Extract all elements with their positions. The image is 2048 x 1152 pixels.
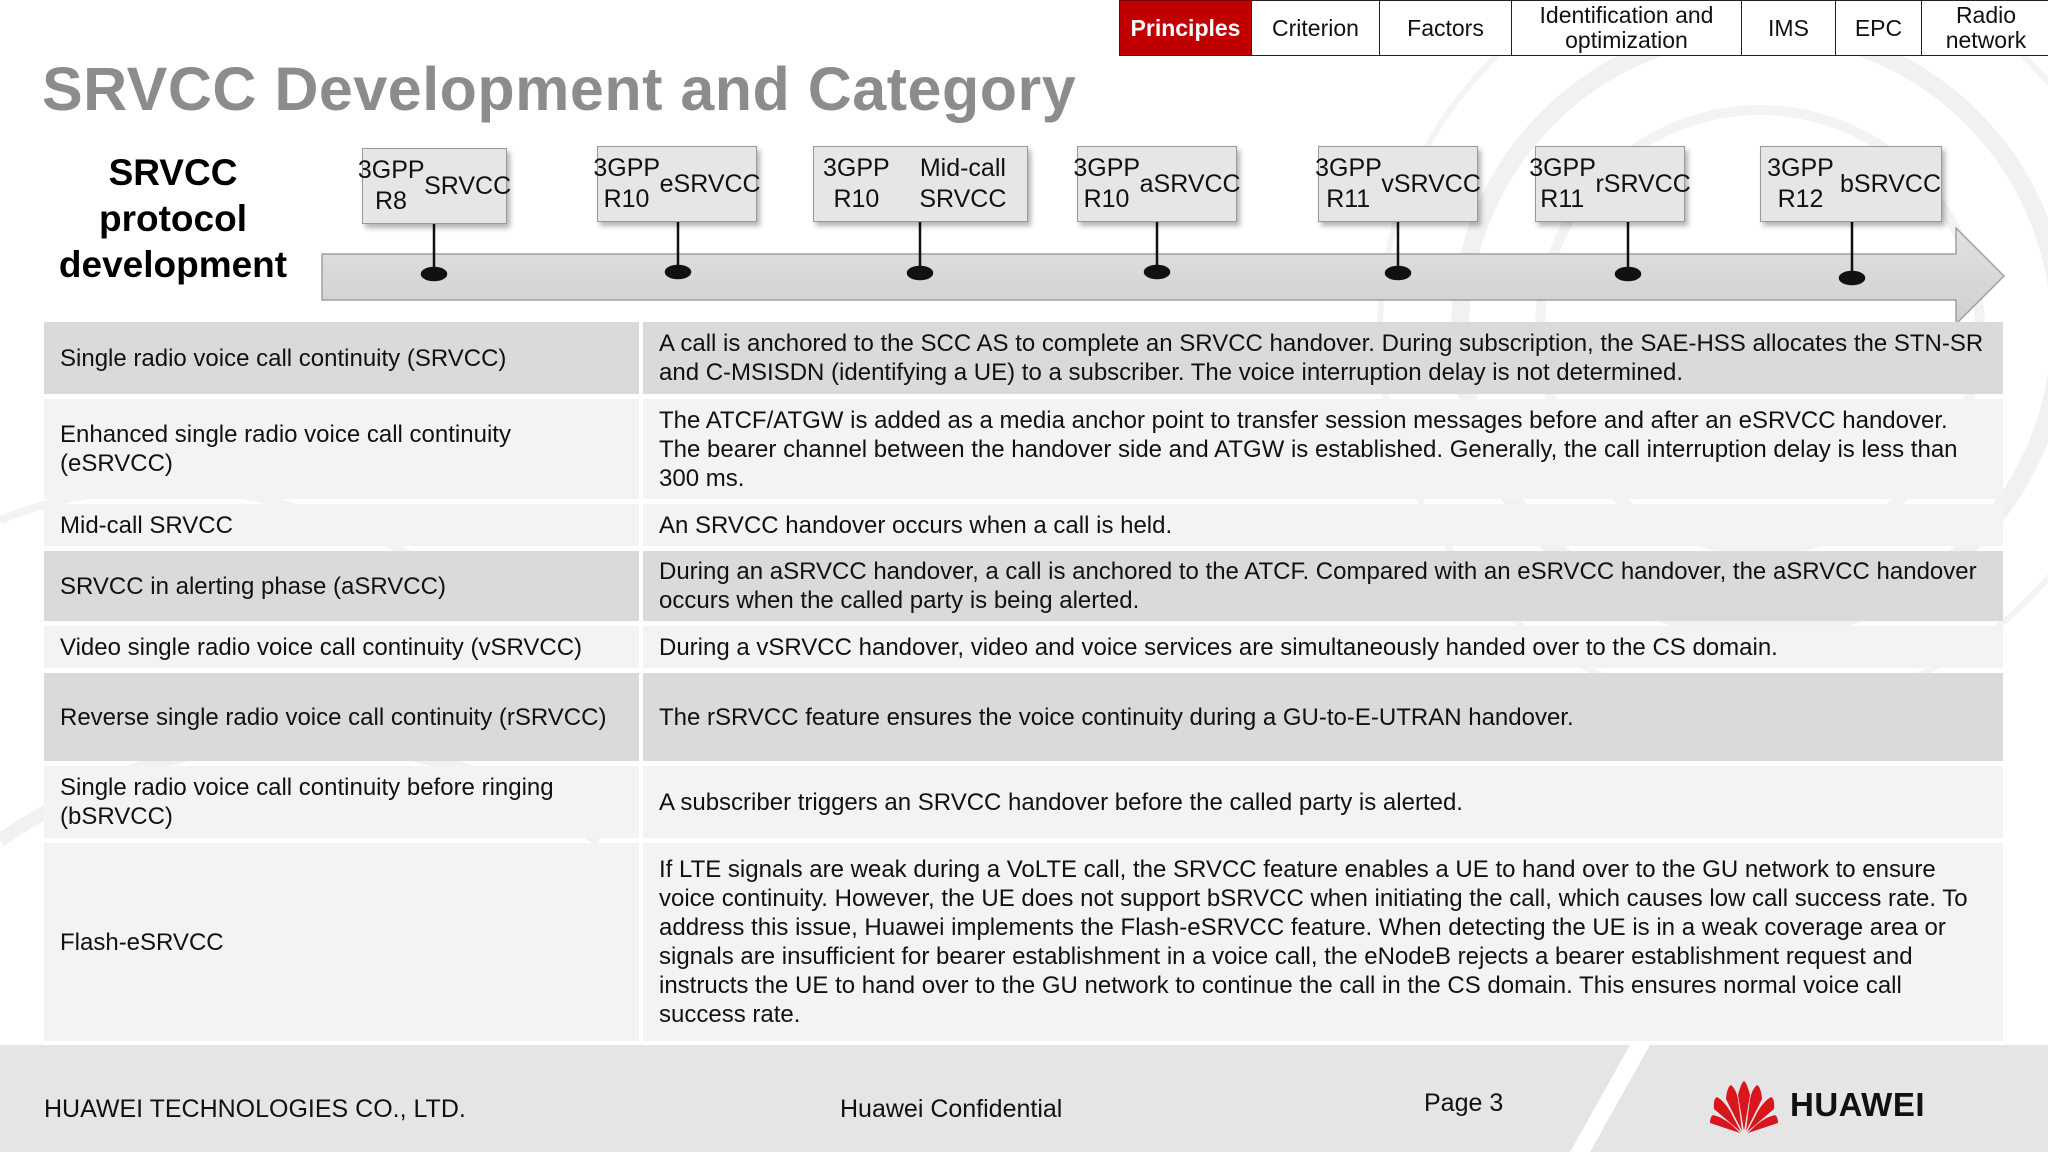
company-name: HUAWEI TECHNOLOGIES CO., LTD. xyxy=(44,1095,466,1123)
category-name: Flash-eSRVCC xyxy=(44,843,639,1041)
tab-principles[interactable]: Principles xyxy=(1119,0,1253,56)
category-description: A call is anchored to the SCC AS to complete an SRVCC handover. During subscription, the SAE-HSS allocates the STN-SR and C-MSISDN (identifying a UE) to a subscriber. The voice interruption delay is not determined. xyxy=(643,322,2003,394)
milestone-vsrvcc xyxy=(1315,146,1481,222)
table-row xyxy=(44,399,2003,499)
footer-stripe-decoration xyxy=(1560,1045,1690,1152)
category-name: Mid-call SRVCC xyxy=(44,504,639,546)
milestone-feature: SRVCC xyxy=(424,171,512,200)
tab-factors[interactable]: Factors xyxy=(1379,0,1513,56)
tab-criterion[interactable]: Criterion xyxy=(1251,0,1380,56)
milestone-label: 3GPP R10 xyxy=(823,154,890,213)
milestone-mid-call-srvcc xyxy=(813,146,1028,222)
category-description: The rSRVCC feature ensures the voice continuity during a GU-to-E-UTRAN handover. xyxy=(643,673,2003,761)
table-row xyxy=(44,766,2003,838)
milestone-label: 3GPP R12 xyxy=(1767,154,1834,213)
table-row xyxy=(44,673,2003,761)
table-row xyxy=(44,504,2003,546)
category-name: Video single radio voice call continuity (vSRVCC) xyxy=(44,626,639,668)
timeline-heading: SRVCC protocol development xyxy=(58,152,288,285)
milestone-srvcc xyxy=(357,148,512,224)
milestone-esrvcc xyxy=(593,146,761,222)
logo-wordmark: HUAWEI xyxy=(1790,1086,1925,1123)
milestone-feature: vSRVCC xyxy=(1381,169,1481,198)
huawei-flower-icon xyxy=(1708,1077,1780,1133)
table-row xyxy=(44,322,2003,394)
milestone-label: 3GPP R8 xyxy=(357,156,425,215)
confidentiality-label: Huawei Confidential xyxy=(840,1095,1063,1123)
category-description: During an aSRVCC handover, a call is anchored to the ATCF. Compared with an eSRVCC handover, the aSRVCC handover occurs when the called party is being alerted. xyxy=(643,551,2003,621)
milestone-label: 3GPP R11 xyxy=(1315,154,1382,213)
milestone-feature: bSRVCC xyxy=(1840,169,1941,198)
category-name: Single radio voice call continuity (SRVCC) xyxy=(44,322,639,394)
milestone-feature: rSRVCC xyxy=(1595,169,1691,198)
table-row xyxy=(44,626,2003,668)
milestone-bsrvcc xyxy=(1760,146,1942,222)
milestone-label: 3GPP R10 xyxy=(593,154,661,213)
category-description: During a vSRVCC handover, video and voice services are simultaneously handed over to the CS domain. xyxy=(643,626,2003,668)
footer xyxy=(0,1045,2048,1152)
milestone-label: 3GPP R10 xyxy=(1073,154,1141,213)
category-name: SRVCC in alerting phase (aSRVCC) xyxy=(44,551,639,621)
tab-ims[interactable]: IMS xyxy=(1741,0,1837,56)
tab-radio-network[interactable]: Radio network xyxy=(1921,0,2048,56)
milestone-feature: eSRVCC xyxy=(659,169,761,198)
milestone-label: 3GPP R11 xyxy=(1529,154,1596,213)
page-number: Page 3 xyxy=(1424,1089,1504,1117)
milestone-feature: Mid-call SRVCC xyxy=(919,154,1007,213)
milestone-asrvcc xyxy=(1073,146,1241,222)
huawei-logo xyxy=(1708,1075,1925,1135)
milestone-rsrvcc xyxy=(1529,146,1691,222)
category-description: The ATCF/ATGW is added as a media anchor point to transfer session messages before and after an eSRVCC handover. The bearer channel between the handover side and ATGW is established. Generally, the call interruption delay is less than 300 ms. xyxy=(643,399,2003,499)
table-row xyxy=(44,551,2003,621)
srvcc-category-table xyxy=(44,322,2003,1046)
section-nav xyxy=(1120,0,2048,56)
category-name: Reverse single radio voice call continuity (rSRVCC) xyxy=(44,673,639,761)
tab-identification-and-optimization[interactable]: Identification and optimization xyxy=(1511,0,1742,56)
category-name: Enhanced single radio voice call continuity (eSRVCC) xyxy=(44,399,639,499)
category-description: An SRVCC handover occurs when a call is held. xyxy=(643,504,2003,546)
milestone-feature: aSRVCC xyxy=(1139,169,1241,198)
category-name: Single radio voice call continuity before ringing (bSRVCC) xyxy=(44,766,639,838)
page-title: SRVCC Development and Category xyxy=(42,55,1077,123)
category-description: If LTE signals are weak during a VoLTE call, the SRVCC feature enables a UE to hand over to the GU network to ensure voice continuity. However, the UE does not support bSRVCC when initiating the call, which causes low call success rate. To address this issue, Huawei implements the Flash-eSRVCC feature. When detecting the UE is in a weak coverage area or signals are insufficient for bearer establishment in a voice call, the eNodeB rejects a bearer establishment request and instructs the UE to hand over to the GU network to continue the call in the CS domain. This ensures normal voice call success rate. xyxy=(643,843,2003,1041)
table-row xyxy=(44,843,2003,1041)
category-description: A subscriber triggers an SRVCC handover before the called party is alerted. xyxy=(643,766,2003,838)
tab-epc[interactable]: EPC xyxy=(1835,0,1922,56)
